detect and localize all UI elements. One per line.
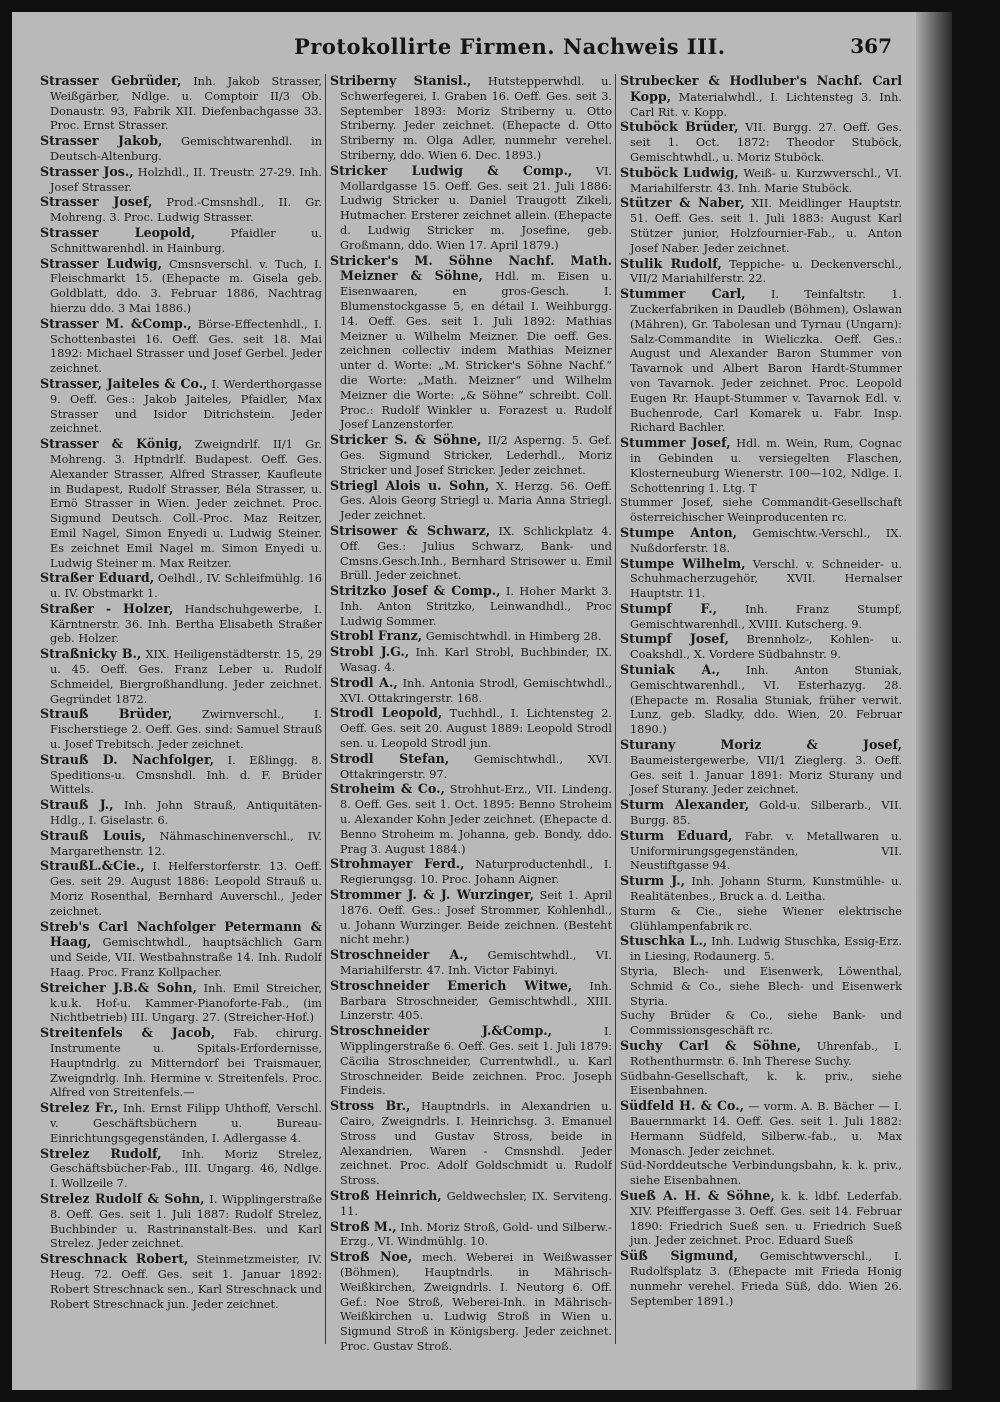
firm-name: Stummer Carl, bbox=[620, 286, 746, 302]
firm-details: Inh. Johann Sturm, Kunstmühle- u. Realitätenbes., Bruck a. d. Leitha. bbox=[630, 875, 902, 904]
firm-details: Stummer Josef, siehe Commandit-Gesellschaft österreichischer Weinproducenten rc. bbox=[620, 496, 902, 525]
firm-details: Inh. Ernst Filipp Uhthoff, Verschl. v. Geschäftsbüchern u. Bureau-Einrichtungsgegenständen, I. Adlergasse 4. bbox=[50, 1102, 322, 1145]
directory-entry bbox=[620, 965, 902, 1009]
directory-entry bbox=[40, 1147, 322, 1192]
firm-details: Inh. Franz Stumpf, Gemischtwarenhdl., XVIII. Kutscherg. 9. bbox=[630, 602, 902, 631]
firm-details: Baumeistergewerbe, VII/1 Zieglerg. 3. Oeff. Ges. seit 1. Januar 1891: Moriz Sturany und Josef Sturany. Jeder zeichnet. bbox=[630, 753, 902, 797]
firm-details: Pfaidler u. Schnittwarenhdl. in Hainburg. bbox=[50, 226, 322, 255]
directory-entry bbox=[620, 1039, 902, 1070]
firm-name: Straßer - Holzer, bbox=[40, 600, 174, 616]
firm-name: Stroschneider J.&Comp., bbox=[330, 1023, 553, 1039]
directory-entry bbox=[330, 888, 612, 948]
firm-details: Fab. chirurg. Instrumente u. Spitals-Erfordernisse, Hauptndrlg. zu Mitterndorf bei Traismauer, Zweigndrlg. Inh. Hermine v. Streitenfels. Proc. Alfred von Streitenfels.— bbox=[50, 1027, 322, 1100]
firm-details: Materialwhdl., I. Lichtensteg 3. Inh. Carl Rit. v. Kopp. bbox=[630, 90, 902, 119]
directory-entry bbox=[40, 1252, 322, 1312]
firm-details: Holzhdl., II. Treustr. 27-29. Inh. Josef Strasser. bbox=[50, 165, 322, 194]
directory-entry bbox=[40, 317, 322, 377]
directory-entry bbox=[620, 905, 902, 935]
firm-details: Weiß- u. Kurzwverschl., VI. Mariahilferstr. 43. Inh. Marie Stuböck. bbox=[630, 166, 902, 195]
firm-details: Gemischtw.-Verschl., IX. Nußdorferstr. 18. bbox=[630, 526, 902, 555]
firm-details: Steinmetzmeister, IV. Heug. 72. Oeff. Ges. seit 1. Januar 1892: Robert Streschnack sen., Karl Streschnack und Robert Streschnack jun. Jeder zeichnet. bbox=[50, 1253, 322, 1311]
firm-details: Inh. Moriz Strelez, Geschäftsbücher-Fab., III. Ungarg. 46, Ndlge. I. Wollzeile 7. bbox=[50, 1147, 322, 1191]
firm-details: Teppiche- u. Deckenverschl., VII/2 Mariahilferstr. 22. bbox=[630, 257, 902, 286]
firm-name: Strauß Brüder, bbox=[40, 706, 173, 722]
directory-entry bbox=[620, 526, 902, 557]
column-3 bbox=[620, 74, 902, 1364]
firm-name: Stumpe Anton, bbox=[620, 524, 737, 540]
firm-name: Strubecker & Hodluber's Nachf. Carl Kopp, bbox=[620, 74, 902, 104]
firm-name: Strasser Gebrüder, bbox=[40, 74, 182, 88]
directory-entry bbox=[40, 165, 322, 196]
directory-entry bbox=[40, 74, 322, 134]
firm-details: Inh. Anton Stuniak, Gemischtwarenhdl., VI. Esterhazyg. 28. (Ehepacte m. Rosalia Stuniak, früher verwit. Lunz, geb. Sladky, ddo. Wien, 20. Februar 1890.) bbox=[630, 664, 902, 737]
firm-details: I. Helferstorferstr. 13. Oeff. Ges. seit 29. August 1886: Leopold Strauß u. Moriz Rosenthal, Bernhard Auverschl., Jeder zeichnet. bbox=[50, 860, 322, 918]
directory-entry bbox=[40, 602, 322, 647]
firm-name: Strasser Leopold, bbox=[40, 224, 196, 240]
firm-name: Streicher J.B.& Sohn, bbox=[40, 979, 197, 995]
firm-name: StraußL.&Cie., bbox=[40, 858, 145, 874]
firm-name: Stritzko Josef & Comp., bbox=[330, 583, 501, 599]
firm-details: Naturproductenhdl., I. Regierungsg. 10. Proc. Johann Aigner. bbox=[340, 858, 612, 887]
firm-details: Hutstepperwhdl. u. Schwerfegerei, I. Graben 16. Oeff. Ges. seit 3. September 1893: Moriz Striberny u. Otto Striberny. Jeder zeichnet. (Ehepacte d. Otto Striberny m. Olga Adler, nunmehr verehel. Striberny, ddo. Wien 6. Dec. 1893.) bbox=[340, 75, 612, 162]
firm-details: I. Wipplingerstraße 6. Oeff. Ges. seit 1. Juli 1879: Cäcilia Stroschneider, Currentwhdl., u. Karl Stroschneider. Beide zeichnen. Proc. Joseph Findeis. bbox=[340, 1025, 612, 1098]
firm-details: Inh. Antonia Strodl, Gemischtwhdl., XVI. Ottakringerstr. 168. bbox=[340, 676, 612, 705]
directory-entry bbox=[330, 706, 612, 751]
directory-entry bbox=[330, 1099, 612, 1189]
firm-details: Fabr. v. Metallwaren u. Uniformirungsgegenständen, VII. Neustiftgasse 94. bbox=[630, 829, 902, 873]
firm-name: Sueß A. H. & Söhne, bbox=[620, 1187, 775, 1203]
firm-details: Hdl. m. Eisen u. Eisenwaaren, en gros-Gesch. I. Blumenstockgasse 5, en détail I. Weihburgg. 14. Oeff. Ges. seit 1. Juli 1892: Mathias Meizner u. Wilhelm Meizner. Die oeff. Ges. zeichnen collectiv indem Mathias Meizner unter d. Worte: „M. Stricker's Söhne Nachf.“ die Worte: „Math. Meizner“ und Wilhelm Meizner die Worte: „& Söhne“ schreibt. Coll. Proc.: Rudolf Winkler u. Forazest u. Rudolf Josef Lanzenstorfer. bbox=[340, 270, 612, 432]
directory-entry bbox=[330, 629, 612, 645]
firm-details: II/2 Asperng. 5. Gef. Ges. Sigmund Stricker, Lederhdl., Moriz Stricker und Josef Stricker. Jeder zeichnet. bbox=[340, 434, 612, 477]
firm-name: Strauß D. Nachfolger, bbox=[40, 751, 215, 767]
directory-entry bbox=[40, 377, 322, 437]
firm-details: Inh. Karl Strobl, Buchbinder, IX. Wasag. 4. bbox=[340, 646, 612, 675]
firm-details: Inh. Moriz Stroß, Gold- und Silberw.-Erzg., VI. Windmühlg. 10. bbox=[340, 1220, 612, 1249]
directory-entry bbox=[330, 479, 612, 524]
firm-name: Strobl Franz, bbox=[330, 628, 423, 644]
firm-details: Sturm & Cie., siehe Wiener elektrische Glühlampenfabrik rc. bbox=[620, 904, 902, 933]
firm-details: Inh. John Strauß, Antiquitäten-Hdlg., I. Giselastr. 6. bbox=[50, 799, 322, 828]
firm-details: Gemischtwhdl. in Himberg 28. bbox=[425, 630, 602, 644]
directory-entry bbox=[620, 874, 902, 905]
firm-name: Strobl J.G., bbox=[330, 644, 410, 660]
firm-details: Tuchhdl., I. Lichtensteg 2. Oeff. Ges. seit 20. August 1889: Leopold Strodl sen. u. Leopold Strodl jun. bbox=[340, 707, 612, 751]
directory-entry bbox=[330, 254, 612, 434]
page-edge-shadow bbox=[916, 12, 952, 1390]
column-divider bbox=[615, 74, 616, 1344]
directory-entry bbox=[620, 632, 902, 663]
firm-name: Stroß M., bbox=[330, 1218, 397, 1234]
directory-entry bbox=[330, 1189, 612, 1220]
directory-page bbox=[12, 12, 952, 1390]
directory-entry bbox=[620, 934, 902, 965]
firm-details: Handschuhgewerbe, I. Kärntnerstr. 36. Inh. Bertha Elisabeth Straßer geb. Holzer. bbox=[50, 602, 322, 646]
firm-details: Inh. Emil Streicher, k.u.k. Hof-u. Kammer-Pianoforte-Fab., (im Nichtbetrieb) III. Ungarg. 27. (Streicher-Hof.) bbox=[50, 981, 322, 1025]
firm-name: Strisower & Schwarz, bbox=[330, 522, 491, 538]
directory-entry bbox=[330, 1220, 612, 1251]
firm-details: VII. Burgg. 27. Oeff. Ges. seit 1. Oct. 1872: Theodor Stuböck, Gemischtwhdl., u. Moriz Stuböck. bbox=[630, 121, 902, 164]
firm-name: Suchy Carl & Söhne, bbox=[620, 1038, 802, 1053]
firm-details: Oelhdl., IV. Schleifmühlg. 16 u. IV. Obstmarkt 1. bbox=[50, 572, 322, 601]
firm-details: Gemischtwhdl., VI. Mariahilferstr. 47. Inh. Victor Fabinyi. bbox=[340, 949, 612, 978]
directory-entry bbox=[330, 979, 612, 1024]
firm-details: Geldwechsler, IX. Serviteng. 11. bbox=[340, 1189, 612, 1218]
firm-name: Stumpf F., bbox=[620, 600, 717, 616]
firm-details: Gemischtwverschl., I. Rudolfsplatz 3. (Ehepacte mit Frieda Honig nunmehr verehel. Frieda Süß, ddo. Wien 26. September 1891.) bbox=[630, 1250, 902, 1308]
firm-name: Straßer Eduard, bbox=[40, 570, 155, 586]
directory-entry bbox=[40, 981, 322, 1026]
firm-name: Sturm Alexander, bbox=[620, 797, 750, 813]
directory-entry bbox=[330, 752, 612, 783]
directory-entry bbox=[330, 164, 612, 254]
firm-details: Südbahn-Gesellschaft, k. k. priv., siehe Eisenbahnen. bbox=[620, 1069, 902, 1098]
directory-entry bbox=[40, 1026, 322, 1101]
directory-entry bbox=[40, 829, 322, 860]
firm-details: Prod.-Cmsnshdl., II. Gr. Mohreng. 3. Proc. Ludwig Strasser. bbox=[50, 196, 322, 225]
directory-entry bbox=[330, 948, 612, 979]
firm-name: Strasser Ludwig, bbox=[40, 255, 162, 271]
firm-name: Stuböck Ludwig, bbox=[620, 164, 739, 180]
firm-details: VI. Mollardgasse 15. Oeff. Ges. seit 21. Juli 1886: Ludwig Stricker u. Daniel Traugott Zikeli, Hutmacher. Ersterer zeichnet allein. (Ehepacte d. Ludwig Stricker m. Josefine, geb. Großmann, ddo. Wien 17. April 1879.) bbox=[340, 164, 612, 252]
firm-name: Stummer Josef, bbox=[620, 435, 731, 451]
firm-name: Strasser, Jaiteles & Co., bbox=[40, 375, 208, 391]
directory-entry bbox=[620, 1159, 902, 1189]
firm-details: Zwirnverschl., I. Fischerstiege 2. Oeff. Ges. sind: Samuel Strauß u. Josef Trebitsch. Jeder zeichnet. bbox=[50, 708, 322, 752]
directory-entry bbox=[330, 433, 612, 478]
firm-details: I. Wipplingerstraße 8. Oeff. Ges. seit 1. Juli 1887: Rudolf Strelez, Buchbinder u. Rastrinanstalt-Bes. und Karl Strelez. Jeder zeichnet. bbox=[50, 1192, 322, 1251]
column-divider bbox=[325, 74, 326, 1344]
firm-details: Gemischtwarenhdl. in Deutsch-Altenburg. bbox=[50, 135, 322, 163]
directory-entry bbox=[620, 257, 902, 288]
firm-name: Stricker's M. Söhne Nachf. Math. Meizner & Söhne, bbox=[330, 252, 612, 284]
firm-name: Strauß J., bbox=[40, 797, 114, 813]
directory-entry bbox=[620, 1009, 902, 1039]
firm-name: Stuböck Brüder, bbox=[620, 119, 739, 135]
directory-entry bbox=[330, 1250, 612, 1355]
firm-name: Strauß Louis, bbox=[40, 827, 146, 843]
firm-name: Stumpf Josef, bbox=[620, 631, 729, 647]
column-1 bbox=[40, 74, 322, 1364]
firm-details: Nähmaschinenverschl., IV. Margarethenstr. 12. bbox=[50, 829, 322, 858]
directory-entry bbox=[40, 707, 322, 752]
firm-details: Strohhut-Erz., VII. Lindeng. 8. Oeff. Ges. seit 1. Oct. 1895: Benno Stroheim u. Alexander Kohn Jeder zeichnet. (Ehepacte d. Benno Stroheim m. Johanna, geb. Bondy, ddo. Prag 3. August 1884.) bbox=[340, 783, 612, 856]
page-title: Protokollirte Firmen. Nachweis III. bbox=[294, 34, 726, 59]
firm-details: I. Werderthorgasse 9. Oeff. Ges.: Jakob Jaiteles, Pfaidler, Max Strasser und Isidor Ditrichstein. Jeder zeichnet. bbox=[50, 377, 322, 436]
directory-entry bbox=[620, 557, 902, 602]
firm-name: Stross Br., bbox=[330, 1098, 411, 1114]
directory-entry bbox=[40, 647, 322, 707]
firm-name: Strasser & König, bbox=[40, 436, 183, 452]
firm-name: Stuniak A., bbox=[620, 662, 721, 678]
firm-details: Inh. Jakob Strasser, Weißgärber, Ndlge. u. Comptoir II/3 Ob. Donaustr. 93, Fabrik XII. Diefenbachgasse 33. Proc. Ernst Strasser. bbox=[50, 75, 322, 133]
directory-entry bbox=[620, 1189, 902, 1249]
firm-name: Strelez Rudolf, bbox=[40, 1145, 162, 1161]
firm-name: Strasser Jakob, bbox=[40, 133, 163, 149]
firm-name: Stroheim & Co., bbox=[330, 781, 445, 797]
firm-details: k. k. ldbf. Lederfab. XIV. Pfeiffergasse 3. Oeff. Ges. seit 14. Februar 1890: Friedrich Sueß sen. u. Friedrich Sueß jun. Jeder zeichnet. Proc. Eduard Sueß bbox=[630, 1189, 902, 1248]
firm-name: Stumpe Wilhelm, bbox=[620, 555, 746, 571]
firm-name: Strodl Leopold, bbox=[330, 705, 443, 721]
firm-name: Stroß Noe, bbox=[330, 1249, 413, 1265]
firm-name: Straßnicky B., bbox=[40, 646, 142, 662]
firm-name: Streb's Carl Nachfolger Petermann & Haag, bbox=[40, 918, 322, 950]
firm-name: Sturany Moriz & Josef, bbox=[620, 737, 902, 753]
firm-details: Styria, Blech- und Eisenwerk, Löwenthal, Schmid & Co., siehe Blech- und Eisenwerk Styria. bbox=[620, 965, 902, 1008]
directory-entry bbox=[620, 74, 902, 120]
column-2 bbox=[330, 74, 612, 1364]
directory-entry bbox=[330, 74, 612, 164]
directory-entry bbox=[620, 166, 902, 197]
directory-entry bbox=[40, 134, 322, 165]
firm-details: Gold-u. Silberarb., VII. Burgg. 85. bbox=[630, 799, 902, 828]
directory-entry bbox=[330, 584, 612, 629]
firm-details: Hauptndrls. in Alexandrien u. Cairo, Zweigndrls. I. Heinrichsg. 3. Emanuel Stross und Gustav Stross, beide in Alexandrien, Waren - Cmsnshdl. Jeder zeichnet. Proc. Adolf Goldschmidt u. Rudolf Stross. bbox=[340, 1100, 612, 1188]
firm-name: Strasser M. &Comp., bbox=[40, 315, 192, 331]
directory-entry bbox=[620, 287, 902, 436]
firm-name: Strasser Josef, bbox=[40, 194, 153, 210]
directory-entry bbox=[620, 120, 902, 165]
directory-entry bbox=[620, 798, 902, 829]
firm-details: Cmsnsverschl. v. Tuch, I. Fleischmarkt 15. (Ehepacte m. Gisela geb. Goldblatt, ddo. 3. Februar 1886, Nachtrag hierzu ddo. 3 Mai 1886.) bbox=[50, 257, 322, 315]
directory-entry bbox=[40, 753, 322, 798]
firm-details: Brennholz-, Kohlen- u. Coakshdl., X. Vordere Südbahnstr. 9. bbox=[630, 633, 902, 662]
directory-entry bbox=[330, 1024, 612, 1099]
page-number: 367 bbox=[850, 34, 892, 58]
firm-details: Inh. Barbara Stroschneider, Gemischtwhdl., XIII. Linzerstr. 405. bbox=[340, 979, 612, 1023]
directory-entry bbox=[620, 663, 902, 738]
firm-name: Stricker Ludwig & Comp., bbox=[330, 162, 573, 178]
directory-entry bbox=[620, 196, 902, 256]
firm-details: Suchy Brüder & Co., siehe Bank- und Commissionsgeschäft rc. bbox=[620, 1009, 902, 1038]
directory-columns bbox=[40, 74, 902, 1364]
directory-entry bbox=[40, 571, 322, 602]
firm-details: Gemischtwhdl., hauptsächlich Garn und Seide, VII. Westbahnstraße 14. Inh. Rudolf Haag. Proc. Franz Kollpacher. bbox=[50, 936, 322, 980]
firm-name: Stuschka L., bbox=[620, 933, 708, 949]
directory-entry bbox=[330, 857, 612, 888]
directory-entry bbox=[620, 1099, 902, 1159]
firm-details: I. Eßlingg. 8. Speditions-u. Cmsnshdl. Inh. d. F. Brüder Wittels. bbox=[50, 753, 322, 797]
directory-entry bbox=[620, 1249, 902, 1309]
firm-details: Verschl. v. Schneider- u. Schuhmacherzugehör, XVII. Hernalser Hauptstr. 11. bbox=[630, 557, 902, 601]
firm-name: Stützer & Naber, bbox=[620, 195, 745, 211]
directory-entry bbox=[330, 645, 612, 676]
firm-name: Stricker S. & Söhne, bbox=[330, 432, 482, 448]
firm-details: XIX. Heiligenstädterstr. 15, 29 u. 45. Oeff. Ges. Franz Leber u. Rudolf Schmeidel, Biergroßhandlung. Jeder zeichnet. Gegründet 1872. bbox=[50, 648, 322, 706]
firm-name: Strommer J. & J. Wurzinger, bbox=[330, 887, 535, 903]
firm-name: Sturm J., bbox=[620, 873, 685, 889]
firm-name: Striberny Stanisl., bbox=[330, 74, 472, 88]
firm-name: Strasser Jos., bbox=[40, 163, 134, 179]
directory-entry bbox=[40, 195, 322, 226]
page-header bbox=[12, 34, 912, 68]
firm-details: Süd-Norddeutsche Verbindungsbahn, k. k. priv., siehe Eisenbahnen. bbox=[620, 1159, 902, 1188]
firm-details: Uhrenfab., I. Rothenthurmstr. 6. Inh Therese Suchy. bbox=[630, 1040, 902, 1068]
firm-name: Sturm Eduard, bbox=[620, 827, 733, 843]
firm-details: Inh. Ludwig Stuschka, Essig-Erz. in Liesing, Rodaunerg. 5. bbox=[630, 935, 902, 964]
directory-entry bbox=[620, 436, 902, 496]
firm-name: Südfeld H. & Co., bbox=[620, 1098, 744, 1114]
firm-name: Strodl Stefan, bbox=[330, 750, 450, 766]
firm-name: Stroschneider Emerich Witwe, bbox=[330, 977, 573, 993]
firm-details: I. Teinfaltstr. 1. Zuckerfabriken in Daudleb (Böhmen), Oslawan (Mähren), Gr. Tabolesan und Tyrnau (Ungarn): Salz-Commandite in Wieliczka. Oeff. Ges.: August und Alexander Baron Stummer von Tavarnok und Albert Baron Hardt-Stummer von Tavarnok. Jeder zeichnet. Proc. Leopold Eugen Rr. Haupt-Stummer v. Tavarnok Edl. v. Buchenrode, Carl Komarek u. Fabr. Insp. Richard Bachler. bbox=[630, 288, 902, 435]
firm-details: XII. Meidlinger Hauptstr. 51. Oeff. Ges. seit 1. Juli 1883: August Karl Stützer junior, Holzfournier-Fab., u. Anton Josef Naber. Jeder zeichnet. bbox=[630, 197, 902, 255]
directory-entry bbox=[330, 524, 612, 584]
firm-name: Strohmayer Ferd., bbox=[330, 856, 465, 872]
directory-entry bbox=[620, 602, 902, 633]
directory-entry bbox=[40, 1101, 322, 1146]
firm-details: mech. Weberei in Weißwasser (Böhmen), Hauptndrls. in Mährisch-Weißkirchen, Zweigndrls. I. Neutorg 6. Off. Gef.: Noe Stroß, Weberei-Inh. in Mährisch-Weißkirchen u. Ludwig Stroß in Wien u. Sigmund Stroß in Königsberg. Jeder zeichnet. Proc. Gustav Stroß. bbox=[340, 1251, 612, 1353]
directory-entry bbox=[620, 738, 902, 798]
directory-entry bbox=[40, 920, 322, 981]
directory-entry bbox=[40, 798, 322, 829]
firm-details: Hdl. m. Wein, Rum, Cognac in Gebinden u. versiegelten Flaschen, Klosterneuburg Wienerstr. 100—102, Ndlge. I. Schottenring 1. Ltg. T bbox=[630, 437, 902, 495]
firm-name: Streschnack Robert, bbox=[40, 1251, 189, 1267]
directory-entry bbox=[40, 226, 322, 257]
directory-entry bbox=[40, 1192, 322, 1252]
directory-entry bbox=[330, 782, 612, 857]
firm-name: Süß Sigmund, bbox=[620, 1248, 738, 1264]
firm-name: Strodl A., bbox=[330, 674, 398, 690]
directory-entry bbox=[620, 829, 902, 874]
firm-details: X. Herzg. 56. Oeff. Ges. Alois Georg Striegl u. Maria Anna Striegl. Jeder zeichnet. bbox=[340, 479, 612, 523]
firm-name: Strelez Rudolf & Sohn, bbox=[40, 1190, 205, 1206]
firm-name: Streitenfels & Jacob, bbox=[40, 1025, 216, 1041]
firm-details: Zweigndrlf. II/1 Gr. Mohreng. 3. Hptndrlf. Budapest. Oeff. Ges. Alexander Strasser, Alfred Strasser, Kaufleute in Budapest, Rudolf Strasser, Béla Strasser, u. Ernö Strasser in Wien. Jeder zeichnet. Proc. Sigmund Deutsch. Coll.-Proc. Maz Reitzer, Emil Nagel, Simon Enyedi u. Ludwig Steiner. Es zeichnet Emil Nagel m. Simon Enyedi u. Ludwig Steiner m. Max Reitzer. bbox=[50, 438, 322, 570]
directory-entry bbox=[620, 496, 902, 526]
directory-entry bbox=[40, 257, 322, 317]
firm-name: Striegl Alois u. Sohn, bbox=[330, 477, 490, 493]
directory-entry bbox=[40, 437, 322, 571]
firm-name: Strelez Fr., bbox=[40, 1100, 119, 1116]
firm-details: Seit 1. April 1876. Oeff. Ges.: Josef Strommer, Kohlenhdl., u. Johann Wurzinger. Beide zeichnen. (Besteht nicht mehr.) bbox=[340, 889, 612, 947]
directory-entry bbox=[40, 859, 322, 919]
firm-name: Stulik Rudolf, bbox=[620, 255, 722, 271]
firm-details: I. Hoher Markt 3. Inh. Anton Stritzko, Leinwandhdl., Proc Ludwig Sommer. bbox=[340, 585, 612, 628]
directory-entry bbox=[620, 1070, 902, 1100]
firm-details: — vorm. A. B. Bächer — I. Bauernmarkt 14. Oeff. Ges. seit 1. Juli 1882: Hermann Südfeld, Silberw.-fab., u. Max Monasch. Jeder zeichnet. bbox=[630, 1100, 902, 1158]
directory-entry bbox=[330, 676, 612, 707]
firm-details: IX. Schlickplatz 4. Off. Ges.: Julius Schwarz, Bank- und Cmsns.Gesch.Inh., Bernhard Strisower u. Emil Brüll. Jeder zeichnet. bbox=[340, 524, 612, 583]
firm-details: Börse-Effectenhdl., I. Schottenbastei 16. Oeff. Ges. seit 18. Mai 1892: Michael Strasser und Josef Gerbel. Jeder zeichnet. bbox=[50, 317, 322, 376]
firm-name: Stroschneider A., bbox=[330, 947, 469, 963]
firm-name: Stroß Heinrich, bbox=[330, 1187, 442, 1203]
firm-details: Gemischtwhdl., XVI. Ottakringerstr. 97. bbox=[340, 752, 612, 781]
